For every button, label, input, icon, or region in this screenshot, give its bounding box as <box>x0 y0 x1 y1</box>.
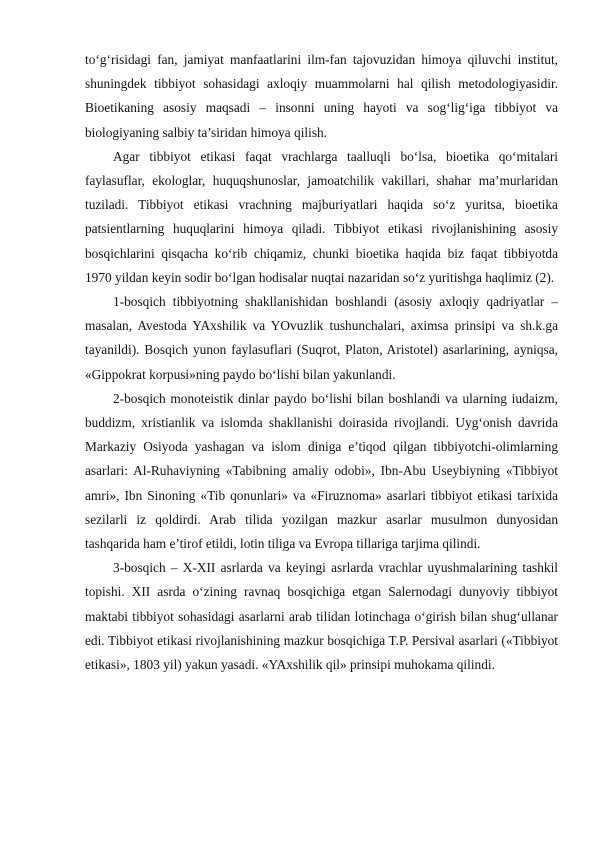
paragraph-stage-3: 3-bosqich – X-XII asrlarda va keyingi asrlarda vrachlar uyushmalarining tashkil topishi. XII asrda o‘zining ravnaq bosqichiga etgan Salernodagi dunyoviy tibbiyot maktabi tibbiyot sohasidagi asarlarni arab tilidan lotinchaga o‘girish bilan shug‘ullanar edi. Tibbiyot etikasi rivojlanishining mazkur bosqichiga T.P. Persival asarlari («Tibbiyot etikasi», 1803 yil) yakun yasadi. «YAxshilik qil» prinsipi muhokama qilindi. <box>85 560 558 673</box>
document-page <box>85 48 558 677</box>
paragraph-bioethics-committees: Agar tibbiyot etikasi faqat vrachlarga taalluqli bo‘lsa, bioetika qo‘mitalari faylasuflar, ekologlar, huquqshunoslar, jamoatchilik vakillari, shahar ma’murlaridan tuziladi. Tibbiyot etikasi vrachning majburiyatlari haqida so‘z yuritsa, bioetika patsientlarning huquqlarini himoya qiladi. Tibbiyot etikasi rivojlanishining asosiy bosqichlarini qisqacha ko‘rib chiqamiz, chunki bioetika haqida biz faqat tibbiyotda 1970 yildan keyin sodir bo‘lgan hodisalar nuqtai nazaridan so‘z yuritishga haqlimiz (2). <box>85 148 558 285</box>
paragraph-stage-1: 1-bosqich tibbiyotning shakllanishidan boshlandi (asosiy axloqiy qadriyatlar – masalan, Avestoda YAxshilik va YOvuzlik tushunchalari, aximsa prinsipi va sh.k.ga tayanildi). Bosqich yunon faylasuflari (Suqrot, Platon, Aristotel) asarlarining, ayniqsa, «Gippokrat korpusi»ning paydo bo‘lishi bilan yakunlandi. <box>85 294 558 382</box>
paragraph-continuation: to‘g‘risidagi fan, jamiyat manfaatlarini ilm-fan tajovuzidan himoya qiluvchi institut, shuningdek tibbiyot sohasidagi axloqiy muammolarni hal qilish metodologiyasidir. Bioetikaning asosiy maqsadi – insonni uning hayoti va sog‘lig‘iga tibbiyot va biologiyaning salbiy ta’siridan himoya qilish. <box>85 52 558 140</box>
paragraph-stage-2: 2-bosqich monoteistik dinlar paydo bo‘lishi bilan boshlandi va ularning iudaizm, buddizm, xristianlik va islomda shakllanishi doirasida rivojlandi. Uyg‘onish davrida Markaziy Osiyoda yashagan va islom diniga e’tiqod qilgan tibbiyotchi-olimlarning asarlari: Al-Ruhaviyning «Tabibning amaliy odobi», Ibn-Abu Useybiyning «Tibbiyot amri», Ibn Sinoning «Tib qonunlari» va «Firuznoma» asarlari tibbiyot etikasi tarixida sezilarli iz qoldirdi. Arab tilida yozilgan mazkur asarlar musulmon dunyosidan tashqarida ham e’tirof etildi, lotin tiliga va Evropa tillariga tarjima qilindi. <box>85 390 558 552</box>
